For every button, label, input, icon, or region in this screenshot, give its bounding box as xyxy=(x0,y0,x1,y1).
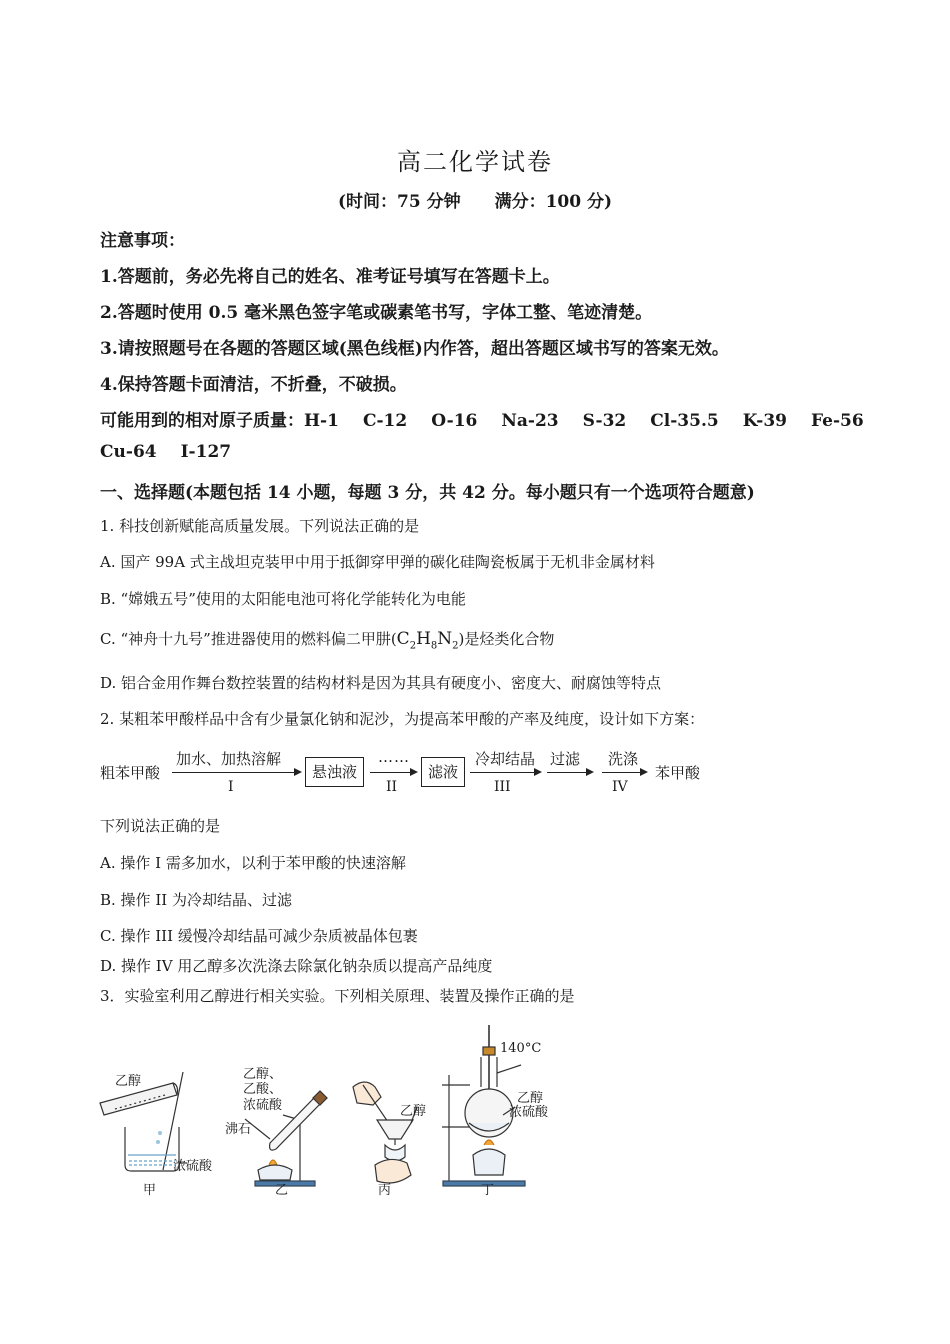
atomic-mass-value: K-39 xyxy=(742,411,787,431)
flow-box: 悬浊液 xyxy=(305,757,364,787)
fig-bing-caption: 丙 xyxy=(378,1183,392,1198)
atomic-mass-line-2 xyxy=(100,442,231,462)
flow-end: 苯甲酸 xyxy=(655,764,701,782)
apparatus-drawing xyxy=(95,1015,555,1205)
fig-yi-caption: 乙 xyxy=(275,1183,289,1198)
formula-subscript: 2 xyxy=(452,640,459,652)
flow-step-label: 冷却结晶 xyxy=(475,750,536,768)
q2-option-b: B. 操作 II 为冷却结晶、过滤 xyxy=(100,891,292,909)
q1-option-c-text: C. “神舟十九号”推进器使用的燃料偏二甲肼( xyxy=(100,630,397,648)
fig-jia-label: 浓硫酸 xyxy=(173,1159,213,1174)
flow-step-label: 过滤 xyxy=(550,750,581,768)
flow-step-number: I xyxy=(228,779,234,795)
atomic-mass-value: Cu-64 xyxy=(100,442,157,462)
notice-item: 1.答题前，务必先将自己的姓名、准考证号填写在答题卡上。 xyxy=(100,267,560,287)
atomic-mass-value: Fe-56 xyxy=(810,411,864,431)
flow-step-number: III xyxy=(494,779,511,795)
flow-step-label: 加水、加热溶解 xyxy=(176,750,282,768)
atomic-mass-value: Cl-35.5 xyxy=(650,411,719,431)
fig-yi-label: 沸石 xyxy=(225,1122,252,1137)
q1-option-c-text-end: )是烃类化合物 xyxy=(458,630,555,648)
process-flow-diagram xyxy=(100,745,720,805)
flow-arrow xyxy=(470,772,540,773)
fig-jia-caption: 甲 xyxy=(143,1183,157,1198)
atomic-mass-line xyxy=(100,406,864,431)
q1-option-d: D. 铝合金用作舞台数控装置的结构材料是因为其具有硬度小、密度大、耐腐蚀等特点 xyxy=(100,674,662,692)
flow-step-label: 洗涤 xyxy=(608,750,639,768)
atomic-mass-label: 可能用到的相对原子质量： xyxy=(100,411,304,431)
atomic-mass-value: I-127 xyxy=(180,442,232,462)
atomic-mass-value: C-12 xyxy=(362,411,408,431)
exam-title: 高二化学试卷 xyxy=(397,148,553,176)
fig-jia-label: 乙醇 xyxy=(115,1074,142,1089)
atomic-mass-value: S-32 xyxy=(582,411,627,431)
fig-yi-label: 浓硫酸 xyxy=(243,1098,283,1113)
flow-step-label: …… xyxy=(378,748,410,766)
fig-yi-label: 乙酸、 xyxy=(243,1082,283,1097)
section-heading: 一、选择题(本题包括 14 小题，每题 3 分，共 42 分。每小题只有一个选项符合题意) xyxy=(100,483,755,503)
formula-subscript: 8 xyxy=(430,640,438,652)
q2-option-d: D. 操作 IV 用乙醇多次洗涤去除氯化钠杂质以提高产品纯度 xyxy=(100,957,493,975)
exam-score: 满分：100 分) xyxy=(494,192,613,212)
flow-step-number: IV xyxy=(612,779,628,795)
notice-item: 2.答题时使用 0.5 毫米黑色签字笔或碳素笔书写，字体工整、笔迹清楚。 xyxy=(100,303,653,323)
q2-option-a: A. 操作 I 需多加水，以利于苯甲酸的快速溶解 xyxy=(100,854,406,872)
atomic-mass-value: Na-23 xyxy=(501,411,559,431)
q1-option-c xyxy=(100,628,554,651)
formula-element: H xyxy=(416,629,431,649)
notice-heading: 注意事项： xyxy=(100,231,185,251)
q1-stem: 1. 科技创新赋能高质量发展。下列说法正确的是 xyxy=(100,517,420,535)
exam-time: (时间：75 分钟 xyxy=(337,192,461,212)
flow-arrow xyxy=(547,772,592,773)
chemical-formula xyxy=(396,629,459,652)
fig-ding-caption: 丁 xyxy=(481,1183,495,1198)
fig-ding-label: 乙醇 xyxy=(517,1091,544,1106)
exam-subtitle xyxy=(0,187,950,212)
fig-bing-label: 乙醇 xyxy=(400,1104,427,1119)
q2-lead: 下列说法正确的是 xyxy=(100,817,221,835)
formula-subscript: 2 xyxy=(409,640,417,652)
q2-option-c: C. 操作 III 缓慢冷却结晶可减少杂质被晶体包裹 xyxy=(100,927,418,945)
q1-option-a: A. 国产 99A 式主战坦克装甲中用于抵御穿甲弹的碳化硅陶瓷板属于无机非金属材料 xyxy=(100,553,655,571)
q2-stem: 2. 某粗苯甲酸样品中含有少量氯化钠和泥沙，为提高苯甲酸的产率及纯度，设计如下方案： xyxy=(100,710,705,728)
flow-box: 滤液 xyxy=(421,757,465,787)
flow-step-number: II xyxy=(386,779,398,795)
atomic-mass-value: H-1 xyxy=(304,411,339,431)
flow-start: 粗苯甲酸 xyxy=(100,764,161,782)
notice-item: 3.请按照题号在各题的答题区域(黑色线框)内作答，超出答题区域书写的答案无效。 xyxy=(100,339,729,359)
fig-ding-label: 140°C xyxy=(500,1041,542,1056)
fig-yi-label: 乙醇、 xyxy=(243,1067,283,1082)
notice-item: 4.保持答题卡面清洁，不折叠，不破损。 xyxy=(100,375,407,395)
apparatus-bing xyxy=(353,1082,417,1183)
q1-option-b: B. “嫦娥五号”使用的太阳能电池可将化学能转化为电能 xyxy=(100,590,466,608)
flow-arrow xyxy=(172,772,300,773)
q3-stem: 3．实验室利用乙醇进行相关实验。下列相关原理、装置及操作正确的是 xyxy=(100,987,575,1005)
formula-element: N xyxy=(437,629,453,649)
fig-ding-label: 浓硫酸 xyxy=(509,1105,549,1120)
apparatus-figures xyxy=(95,1015,555,1205)
flow-arrow xyxy=(370,772,416,773)
formula-element: C xyxy=(396,629,410,649)
atomic-mass-value: O-16 xyxy=(431,411,478,431)
flow-arrow xyxy=(602,772,646,773)
